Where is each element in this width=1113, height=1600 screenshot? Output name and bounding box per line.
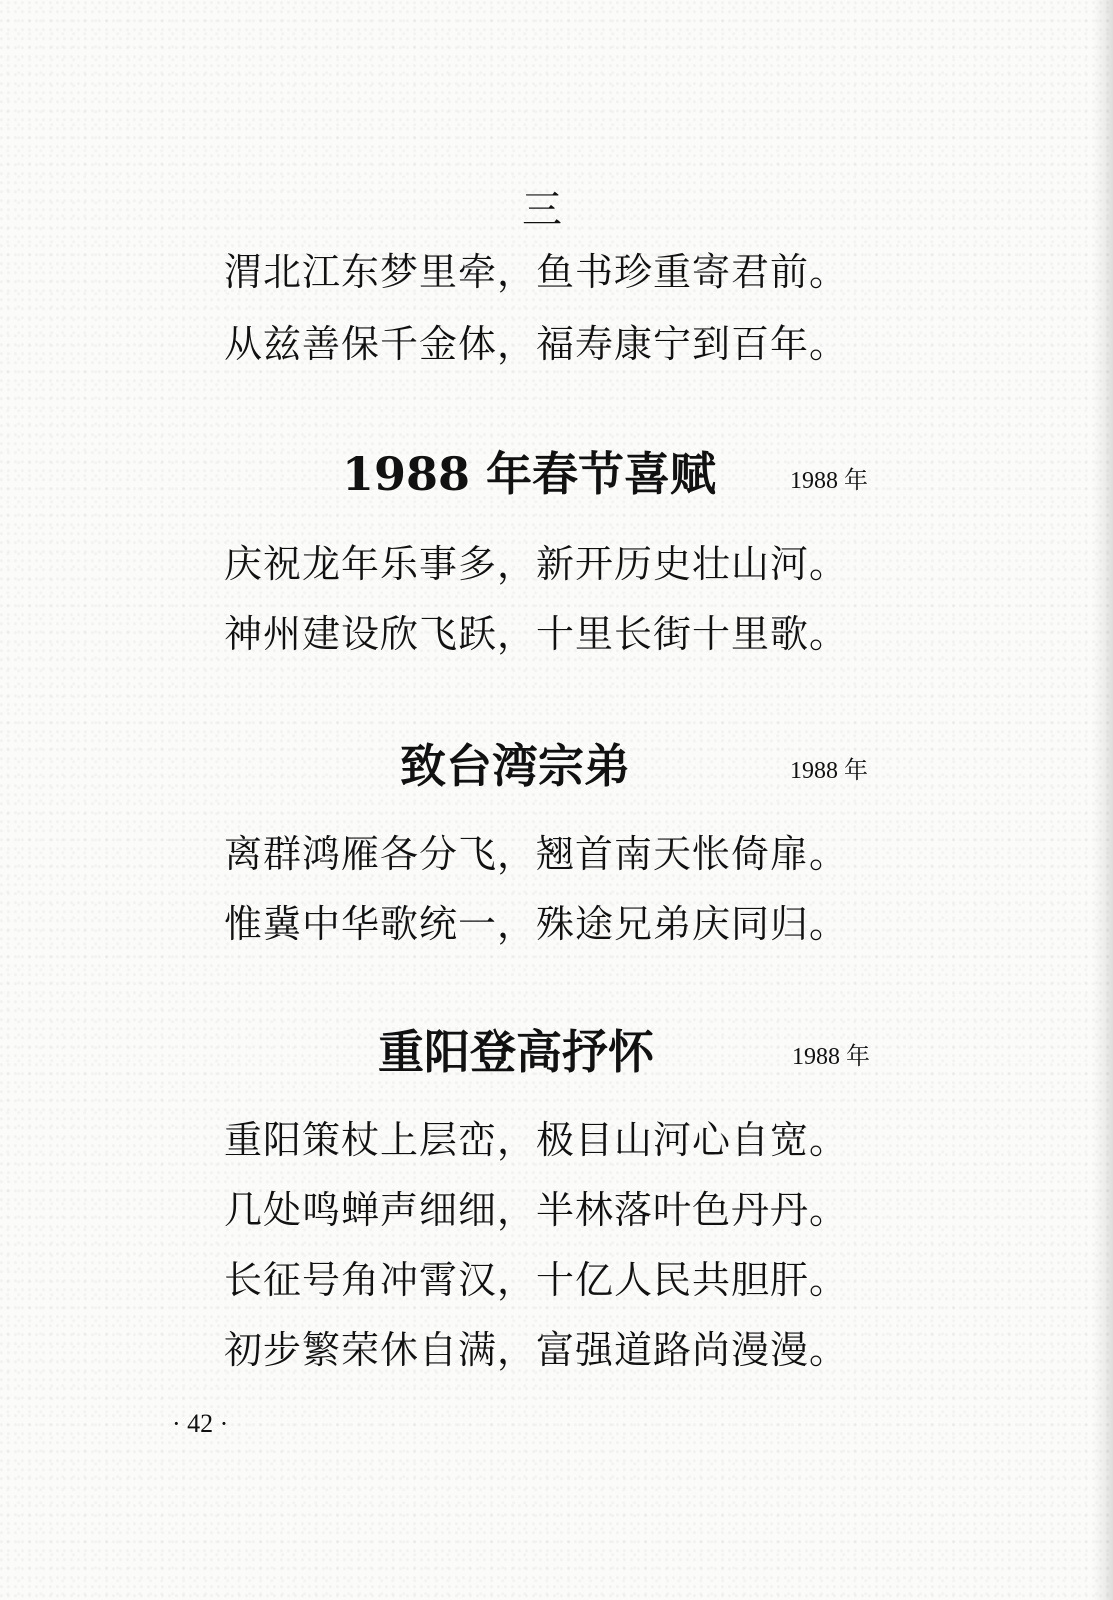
opening-poem-line-1: 渭北江东梦里牵，鱼书珍重寄君前。 [224,250,849,294]
page-edge-shadow [1093,0,1113,1600]
poem-title-taiwan-kin: 致台湾宗弟 [400,739,630,793]
poem-line: 初步繁荣休自满，富强道路尚漫漫。 [224,1328,849,1372]
poem-title-double-ninth: 重阳登高抒怀 [378,1025,654,1079]
poem-line: 重阳策杖上层峦，极目山河心自宽。 [224,1118,849,1162]
poem-year-double-ninth: 1988 年 [792,1044,870,1070]
poem-line: 几处鸣蝉声细细，半林落叶色丹丹。 [224,1188,849,1232]
poem-line: 长征号角冲霄汉，十亿人民共胆肝。 [224,1258,849,1302]
page-number: · 42 · [172,1409,229,1438]
section-number: 三 [522,187,562,233]
poem-line: 离群鸿雁各分飞，翘首南天怅倚扉。 [224,832,849,876]
poem-line: 神州建设欣飞跃，十里长街十里歌。 [224,612,849,656]
poem-line: 惟冀中华歌统一，殊途兄弟庆同归。 [224,902,849,946]
poem-year-taiwan-kin: 1988 年 [790,758,868,784]
poem-year-spring-festival: 1988 年 [790,468,868,494]
poem-line: 庆祝龙年乐事多，新开历史壮山河。 [224,542,849,586]
poem-title-spring-festival: 1988 年春节喜赋 [342,447,717,501]
opening-poem-line-2: 从兹善保千金体，福寿康宁到百年。 [224,322,849,366]
